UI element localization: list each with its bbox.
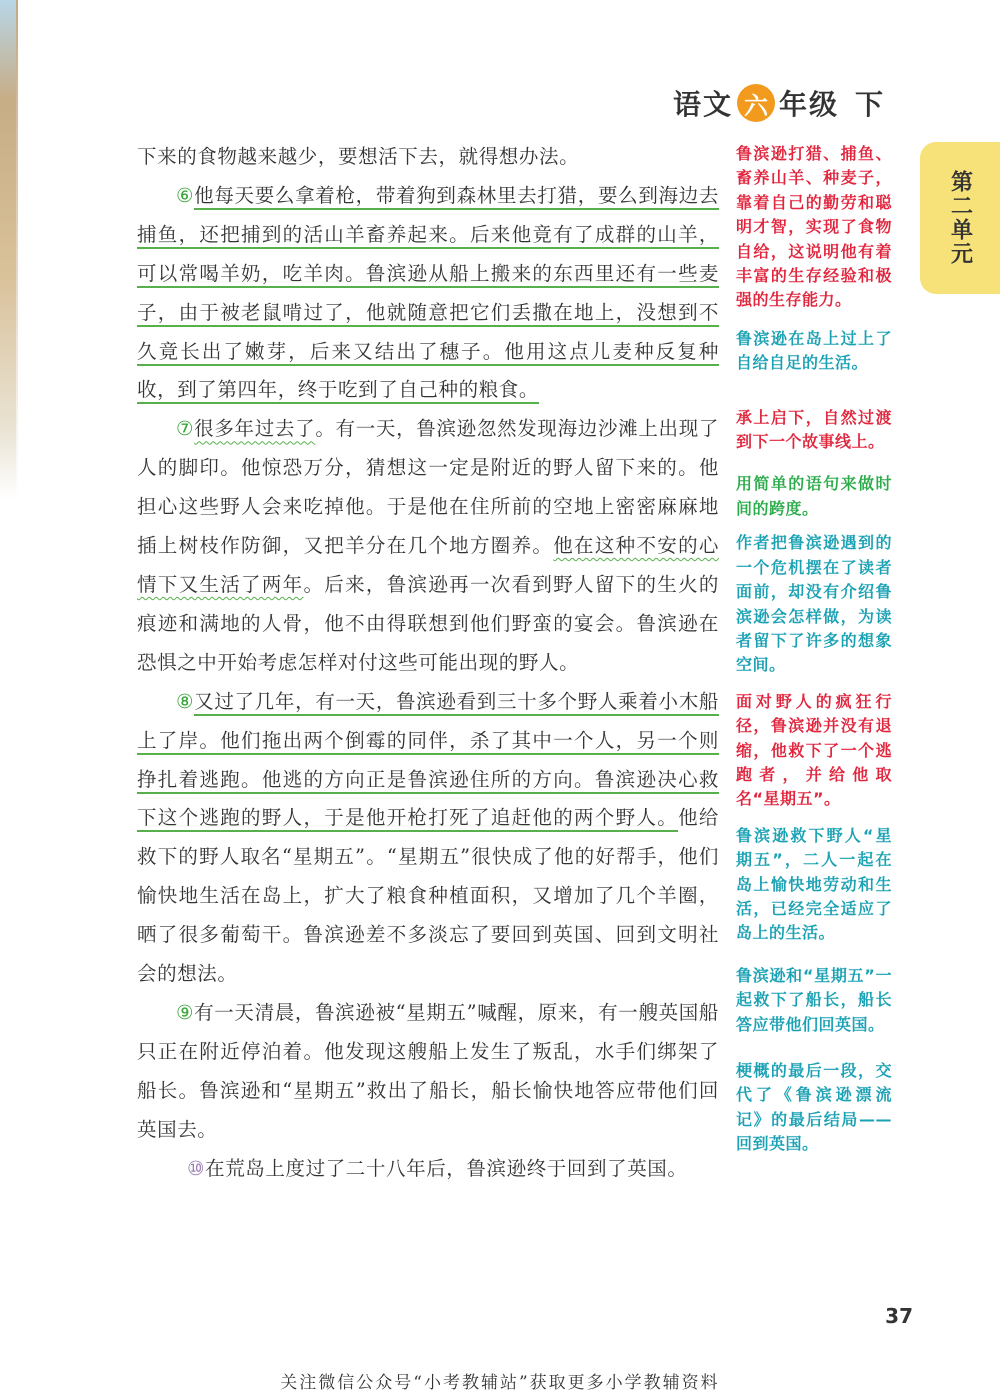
page-header: [673, 78, 885, 128]
decorative-edge-image: [0, 0, 16, 500]
paragraph-text: 他给救下的野人取名“星期五”。“星期五”很快成了他的好帮手，他们愉快地生活在岛上，扩大了粮食种植面积，又增加了几个羊圈，晒了很多葡萄干。鲁滨逊差不多淡忘了要回到英国、回到文明社会的想法。: [137, 806, 719, 986]
margin-note: 鲁滨逊打猎、捕鱼、畜养山羊、种麦子，靠着自己的勤劳和聪明才智，实现了食物自给，这说明他有着丰富的生存经验和极强的生存能力。: [736, 144, 892, 310]
paragraph-number: ⑥: [176, 183, 195, 207]
paragraph-number: ⑨: [176, 1000, 195, 1024]
margin-notes: [736, 142, 892, 1171]
subject-label: 语文: [672, 88, 733, 121]
paragraph-text: 。后来，鲁滨逊再一次看到野人留下的生火的痕迹和满地的人骨，他不由得联想到他们野蛮的宴会。鲁滨逊在恐惧之中开始考虑怎样对付这些可能出现的野人。: [137, 572, 719, 674]
footer-watermark: 关注微信公众号“小考教辅站”获取更多小学教辅资料: [280, 1373, 720, 1393]
margin-note: 用简单的语句来做时间的跨度。: [736, 474, 892, 518]
grade-label: 年级: [778, 88, 839, 121]
paragraph-text: 。有一天，鲁滨逊忽然发现海边沙滩上出现了人的脚印。他惊恐万分，猜想这一定是附近的野人留下来的。他担心这些野人会来吃掉他。于是他在住所前的空地上密密麻麻地插上树枝作防御，又把羊分在几个地方圈养。: [137, 417, 719, 558]
main-text: [137, 138, 719, 1188]
margin-note: 鲁滨逊和“星期五”一起救下了船长，船长答应带他们回英国。: [736, 965, 892, 1034]
volume-label: 下: [854, 88, 885, 121]
paragraph-text: 在荒岛上度过了二十八年后，鲁滨逊终于回到了英国。: [205, 1156, 688, 1180]
page-number: 37: [885, 1304, 913, 1328]
paragraph-text: 下来的食物越来越少，要想活下去，就得想办法。: [137, 145, 580, 168]
paragraph-9: [137, 994, 719, 1150]
unit-tab-label: 第二单元: [947, 170, 973, 266]
paragraph-8: [137, 683, 719, 994]
paragraph-7: [137, 410, 719, 682]
paragraph-10: [137, 1150, 719, 1189]
wavy-underlined-text: 他在这种不安的心情下又生活了两年: [137, 534, 719, 596]
grade-number-badge: 六: [737, 84, 775, 122]
paragraph-number: ⑧: [176, 689, 195, 713]
margin-note: 承上启下，自然过渡到下一个故事线上。: [736, 407, 892, 452]
paragraph-number: ⑦: [176, 417, 195, 441]
paragraph-5-end: [137, 138, 719, 177]
margin-note: 面对野人的疯狂行径，鲁滨逊并没有退缩，他救下了一个逃跑者，并给他取名“星期五”。: [736, 691, 892, 809]
underlined-text: 又过了几年，有一天，鲁滨逊看到三十多个野人乘着小木船上了岸。他们拖出两个倒霉的同伴，杀了其中一个人，另一个则挣扎着逃跑。他逃的方向正是鲁滨逊住所的方向。鲁滨逊决心救下这个逃跑的野人，于是他开枪打死了追赶他的两个野人。: [137, 690, 719, 833]
margin-note: 鲁滨逊在岛上过上了自给自足的生活。: [736, 328, 892, 373]
paragraph-6: [137, 177, 719, 410]
margin-note: 梗概的最后一段，交代了《鲁滨逊漂流记》的最后结局——回到英国。: [736, 1061, 892, 1154]
wavy-underlined-text: 很多年过去了: [194, 417, 316, 441]
paragraph-number: ⑩: [187, 1156, 206, 1180]
unit-tab: [920, 142, 1000, 294]
decorative-edge-line: [16, 0, 18, 500]
margin-note: 作者把鲁滨逊遇到的一个危机摆在了读者面前，却没有介绍鲁滨逊会怎样做，为读者留下了许多的想象空间。: [736, 533, 892, 675]
margin-note: 鲁滨逊救下野人“星期五”，二人一起在岛上愉快地劳动和生活，已经完全适应了岛上的生活。: [736, 825, 892, 943]
underlined-text: 他每天要么拿着枪，带着狗到森林里去打猎，要么到海边去捕鱼，还把捕到的活山羊畜养起来。后来他竟有了成群的山羊，可以常喝羊奶，吃羊肉。鲁滨逊从船上搬来的东西里还有一些麦子，由于被老鼠啃过了，他就随意把它们丢撒在地上，没想到不久竟长出了嫩芽，后来又结出了穗子。他用这点儿麦种反复种收，到了第四年，终于吃到了自己种的粮食。: [137, 184, 719, 405]
paragraph-text: 有一天清晨，鲁滨逊被“星期五”喊醒，原来，有一艘英国船只正在附近停泊着。他发现这艘船上发生了叛乱，水手们绑架了船长。鲁滨逊和“星期五”救出了船长，船长愉快地答应带他们回英国去。: [137, 1000, 719, 1141]
